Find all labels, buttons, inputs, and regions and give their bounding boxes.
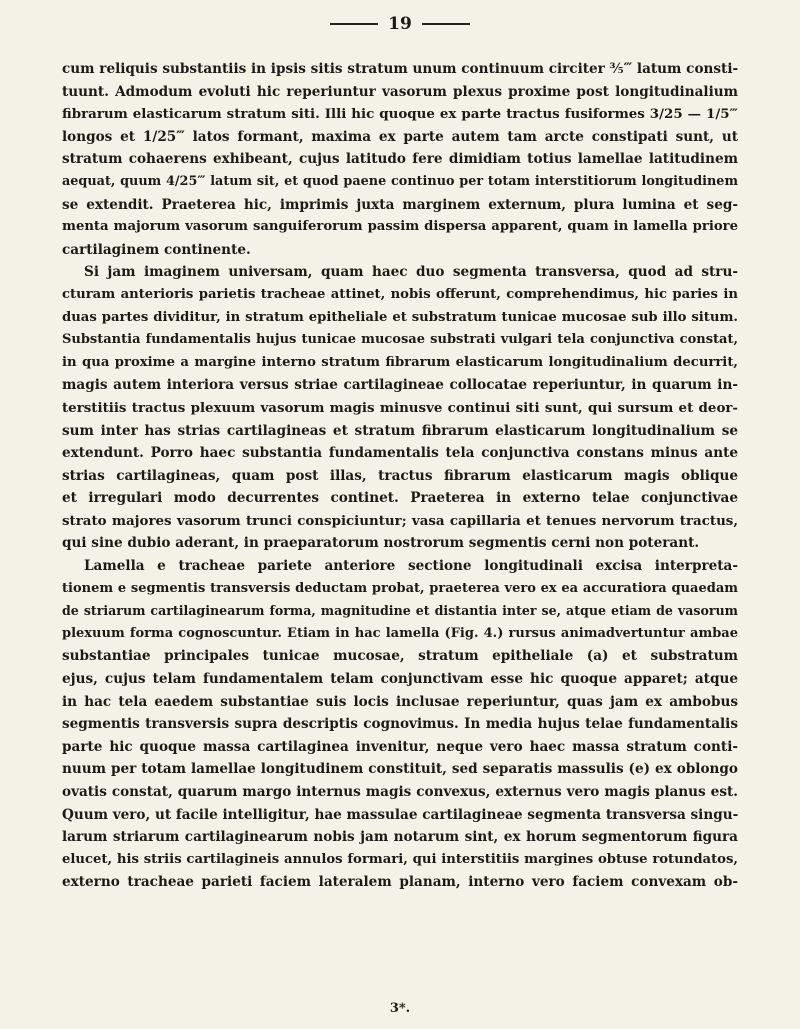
text-line: Si jam imaginem universam, quam haec duo segmenta transversa, quod ad stru- — [84, 264, 738, 281]
text-line: sum inter has strias cartilagineas et stratum fibrarum elasticarum longitudinalium se — [62, 422, 738, 439]
text-line: duas partes dividitur, in stratum epitheliale et substratum tunicae mucosae sub illo situm. — [62, 309, 738, 325]
text-line: longos et 1/25‴ latos formant, maxima ex parte autem tam arcte constipati sunt, ut — [62, 128, 738, 145]
text-line: Lamella e tracheae pariete anteriore sectione longitudinali excisa interpreta- — [84, 558, 738, 575]
text-line: cum reliquis substantiis in ipsis sitis stratum unum continuum circiter ⅗‴ latum consti- — [62, 61, 738, 77]
text-line: fibrarum elasticarum stratum siti. Illi hic quoque ex parte tractus fusiformes 3/25 — 1/5‴ — [62, 106, 738, 123]
text-line: et irregulari modo decurrentes continet. Praeterea in externo telae conjunctivae — [62, 490, 738, 507]
text-line: aequat, quum 4/25‴ latum sit, et quod paene continuo per totam interstitiorum longitudinem — [62, 173, 738, 189]
text-line: tionem e segmentis transversis deductam probat, praeterea vero ex ea accuratiora quaedam — [62, 580, 738, 596]
text-line: substantiae principales tunicae mucosae, stratum epitheliale (a) et substratum — [62, 648, 738, 665]
text-line: cartilaginem continente. — [62, 241, 251, 258]
body-text — [62, 58, 738, 894]
text-line: menta majorum vasorum sanguiferorum passim dispersa apparent, quam in lamella priore — [62, 219, 738, 235]
text-line: qui sine dubio aderant, in praeparatorum nostrorum segmentis cerni non poterant. — [62, 535, 700, 552]
text-line: ovatis constat, quarum margo internus magis convexus, externus vero magis planus est. — [62, 784, 738, 800]
header-rule-right — [422, 23, 470, 25]
text-line: Substantia fundamentalis hujus tunicae mucosae substrati vulgari tela conjunctiva constat, — [62, 332, 738, 348]
text-line: magis autem interiora versus striae cartilagineae collocatae reperiuntur, in quarum in- — [62, 377, 738, 394]
page-header — [0, 10, 800, 38]
text-line: strias cartilagineas, quam post illas, tractus fibrarum elasticarum magis oblique — [62, 467, 738, 484]
text-line: plexuum forma cognoscuntur. Etiam in hac lamella (Fig. 4.) rursus animadvertuntur ambae — [62, 625, 738, 641]
text-line: segmentis transversis supra descriptis cognovimus. In media hujus telae fundamentalis — [62, 716, 738, 733]
text-line: nuum per totam lamellae longitudinem constituit, sed separatis massulis (e) ex oblongo — [62, 761, 738, 778]
text-line: terstitiis tractus plexuum vasorum magis minusve continui siti sunt, qui sursum et deor- — [62, 399, 738, 416]
text-line: stratum cohaerens exhibeant, cujus latitudo fere dimidiam totius lamellae latitudinem — [62, 151, 738, 168]
text-line: Quum vero, ut facile intelligitur, hae massulae cartilagineae segmenta transversa singu- — [62, 806, 738, 823]
text-line: externo tracheae parieti faciem lateralem planam, interno vero faciem convexam ob- — [62, 874, 738, 891]
text-line: se extendit. Praeterea hic, imprimis juxta marginem externum, plura lumina et seg- — [62, 196, 738, 213]
page-number: 19 — [388, 14, 412, 34]
header-rule-left — [330, 23, 378, 25]
text-line: cturam anterioris parietis tracheae attinet, nobis offerunt, comprehendimus, hic paries in — [62, 286, 738, 302]
text-line: in hac tela eaedem substantiae suis locis inclusae reperiuntur, quas jam ex ambobus — [62, 693, 738, 710]
signature-mark: 3*. — [389, 1001, 411, 1016]
text-line: extendunt. Porro haec substantia fundamentalis tela conjunctiva constans minus ante — [62, 445, 738, 462]
text-line: elucet, his striis cartilagineis annulos formari, qui interstitiis margines obtuse rotundatos, — [62, 851, 738, 867]
text-line: de striarum cartilaginearum forma, magnitudine et distantia inter se, atque etiam de vasorum — [62, 603, 738, 619]
text-line: ejus, cujus telam fundamentalem telam conjunctivam esse hic quoque apparet; atque — [62, 671, 738, 688]
text-line: strato majores vasorum trunci conspiciuntur; vasa capillaria et tenues nervorum tractus, — [62, 512, 738, 529]
text-line: in qua proxime a margine interno stratum fibrarum elasticarum longitudinalium decurrit, — [62, 354, 738, 370]
text-line: parte hic quoque massa cartilaginea invenitur, neque vero haec massa stratum conti- — [62, 738, 738, 755]
text-line: larum striarum cartilaginearum nobis jam notarum sint, ex horum segmentorum figura — [62, 829, 738, 846]
text-line: tuunt. Admodum evoluti hic reperiuntur vasorum plexus proxime post longitudinalium — [62, 83, 738, 100]
